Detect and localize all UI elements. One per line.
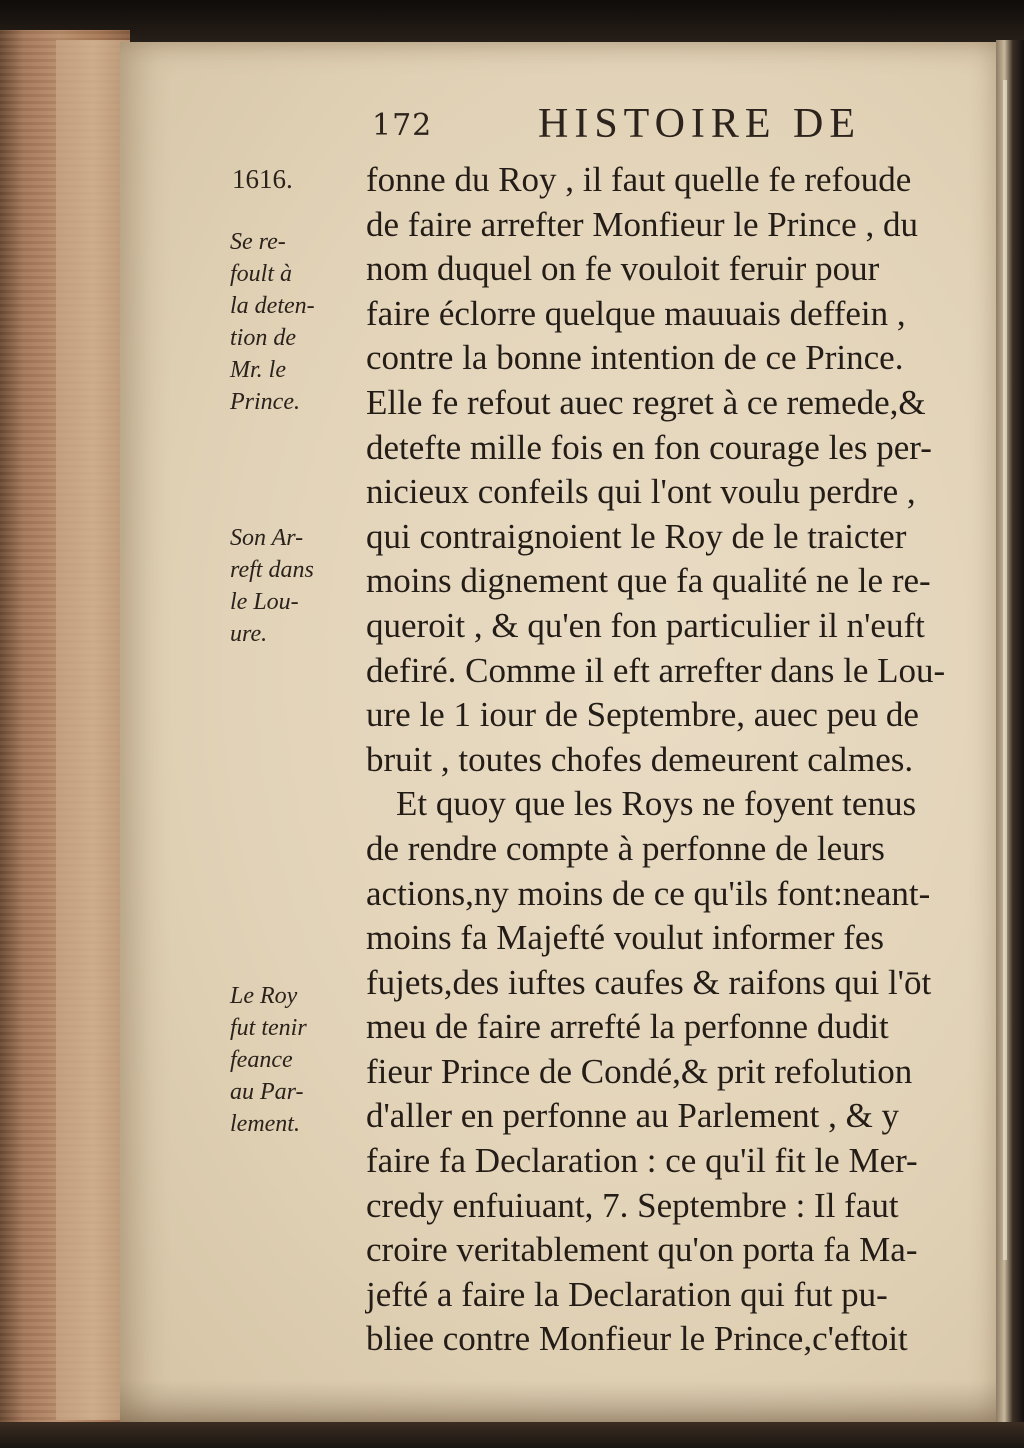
margin-line: Le Roy (230, 983, 298, 1009)
margin-line: lement. (230, 1111, 300, 1137)
page-bottom-shadow (120, 1380, 1000, 1422)
margin-line: foult à (230, 261, 293, 287)
margin-line: la deten- (230, 293, 315, 319)
text-line: moins fa Majefté voulut informer fes (366, 918, 885, 958)
margin-line: fut tenir (230, 1015, 307, 1041)
text-line: queroit , & qu'en fon particulier il n'euft (366, 605, 925, 645)
margin-note-arrest (230, 522, 360, 650)
text-line: Et quoy que les Roys ne foyent tenus (396, 784, 917, 824)
text-line: fonne du Roy , il faut quelle fe refoude (366, 160, 912, 199)
text-line: de faire arrefter Monfieur le Prince , du (366, 204, 918, 244)
text-line: credy enfuiuant, 7. Septembre : Il faut (366, 1185, 899, 1225)
text-line: qui contraignoient le Roy de le traicter (366, 516, 907, 556)
text-line: bruit , toutes chofes demeurent calmes. (366, 739, 914, 779)
text-line: defiré. Comme il eft arrefter dans le Lou- (366, 650, 946, 690)
text-line: nicieux confeils qui l'ont voulu perdre , (366, 472, 916, 512)
text-line: d'aller en perfonne au Parlement , & y (366, 1096, 900, 1136)
text-line: faire fa Declaration : ce qu'il fit le Mer- (366, 1141, 918, 1181)
margin-line: Mr. le (230, 357, 286, 383)
margin-line: au Par- (230, 1079, 304, 1105)
text-line: actions,ny moins de ce qu'ils font:neant- (366, 873, 931, 913)
text-line: croire veritablement qu'on porta fa Ma- (366, 1230, 918, 1270)
body-text (366, 158, 1006, 1362)
margin-line: Se re- (230, 229, 286, 255)
text-line: meu de faire arrefté la perfonne dudit (366, 1007, 889, 1047)
background-top (0, 0, 1024, 48)
text-line: nom duquel on fe vouloit feruir pour (366, 249, 880, 289)
text-line: faire éclorre quelque mauuais deffein , (366, 293, 906, 333)
text-line: ure le 1 iour de Septembre, auec peu de (366, 695, 919, 735)
margin-year: 1616. (232, 164, 293, 194)
running-title: HISTOIRE DE (538, 101, 862, 147)
page-number: 172 (372, 108, 433, 143)
text-line: detefte mille fois en fon courage les per- (366, 427, 932, 467)
margin-line: Prince. (230, 389, 300, 415)
text-line: fieur Prince de Condé,& prit refolution (366, 1051, 913, 1091)
margin-note-detention (230, 226, 360, 418)
text-line: de rendre compte à perfonne de leurs (366, 828, 885, 868)
text-line: Elle fe refout auec regret à ce remede,& (366, 382, 926, 422)
margin-line: le Lou- (230, 589, 299, 615)
text-line: jefté a faire la Declaration qui fut pu- (366, 1274, 888, 1314)
margin-note-parlement (230, 980, 360, 1140)
margin-line: Son Ar- (230, 525, 304, 551)
text-line: fujets,des iuftes caufes & raifons qui l'ōt (366, 962, 932, 1002)
margin-line: feance (230, 1047, 293, 1073)
text-line: bliee contre Monfieur le Prince,c'eftoit (366, 1319, 908, 1359)
text-line: contre la bonne intention de ce Prince. (366, 338, 904, 378)
margin-line: reft dans (230, 557, 314, 583)
margin-line: ure. (230, 621, 268, 647)
margin-line: tion de (230, 325, 296, 351)
background-bottom (0, 1422, 1024, 1448)
text-line: moins dignement que fa qualité ne le re- (366, 561, 931, 601)
binding-edge (56, 40, 130, 1420)
